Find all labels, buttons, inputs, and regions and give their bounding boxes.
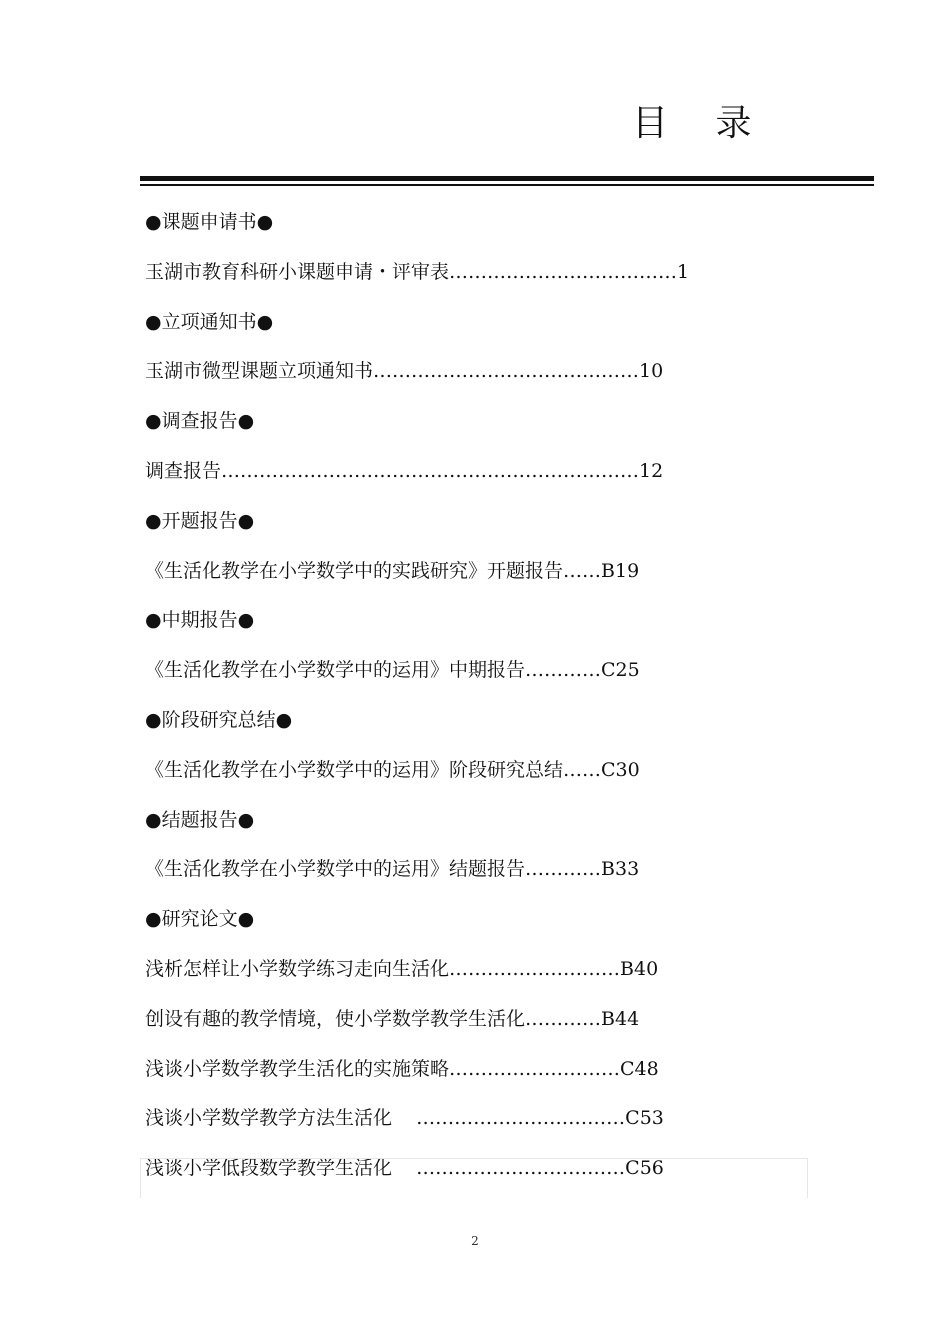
page-title: 目 录	[632, 103, 770, 144]
toc-entry-page: C56	[625, 1157, 664, 1180]
toc-entry[interactable]	[145, 997, 825, 1047]
toc-entry-leader: ………………………	[449, 1057, 621, 1080]
toc-entry-leader: ………………………………	[449, 260, 678, 283]
toc-entry-page: C48	[620, 1057, 659, 1080]
toc-entry-title: 玉湖市教育科研小课题申请・评审表	[145, 260, 450, 283]
toc-entry[interactable]	[145, 250, 825, 300]
section-heading: ●调查报告●	[145, 410, 255, 433]
toc-entry-leader: ……………………………	[416, 1157, 626, 1180]
table-of-contents	[145, 200, 825, 1196]
toc-entry[interactable]	[145, 1096, 825, 1146]
section-heading: ●课题申请书●	[145, 211, 274, 233]
text-box-frame	[140, 1158, 808, 1198]
toc-entry-title: 浅谈小学数学教学方法生活化	[145, 1107, 417, 1130]
toc-entry-page: C30	[601, 758, 640, 781]
toc-entry[interactable]	[145, 648, 825, 698]
toc-entry-title: 《生活化教学在小学数学中的运用》中期报告	[145, 659, 526, 682]
section-heading: ●开题报告●	[145, 509, 255, 532]
toc-entry-leader: ………………………	[449, 957, 621, 980]
toc-entry-page: 1	[677, 260, 690, 283]
page-number: 2	[471, 1234, 479, 1248]
toc-entry-title: 《生活化教学在小学数学中的实践研究》开题报告	[145, 559, 564, 582]
toc-entry[interactable]	[145, 349, 825, 399]
toc-entry-leader: ……………………………	[416, 1107, 626, 1130]
title-rule-thick	[140, 176, 874, 181]
title-double-rule	[140, 176, 874, 188]
toc-entry-page: C53	[625, 1107, 664, 1130]
toc-entry-title: 玉湖市微型课题立项通知书	[145, 360, 374, 383]
toc-entry-title: 《生活化教学在小学数学中的运用》阶段研究总结	[145, 758, 564, 781]
toc-entry[interactable]	[145, 449, 825, 499]
toc-entry[interactable]	[145, 748, 825, 798]
toc-entry-page: B44	[601, 1007, 640, 1030]
toc-entry-page: B40	[620, 957, 659, 980]
toc-entry-leader: …………………………………………………………	[221, 459, 640, 482]
toc-entry-leader: …………	[525, 659, 602, 682]
toc-entry-title: 浅谈小学数学教学生活化的实施策略	[145, 1057, 450, 1080]
toc-entry-page: B33	[601, 858, 640, 881]
toc-entry-leader: ……	[563, 758, 602, 781]
toc-entry-title: 创设有趣的教学情境，使小学数学教学生活化	[145, 1007, 526, 1030]
toc-entry[interactable]	[145, 549, 825, 599]
toc-entry-page: B19	[601, 559, 640, 582]
toc-entry[interactable]	[145, 847, 825, 897]
toc-entry[interactable]	[145, 1047, 825, 1097]
toc-entry-page: 12	[639, 459, 664, 482]
toc-entry-page: 10	[639, 360, 664, 383]
toc-entry-title: 《生活化教学在小学数学中的运用》结题报告	[145, 858, 526, 881]
section-heading: ●立项通知书●	[145, 310, 274, 333]
toc-entry-title: 浅析怎样让小学数学练习走向生活化	[145, 957, 450, 980]
toc-entry-leader: …………	[525, 858, 602, 881]
title-rule-thin	[140, 184, 874, 186]
section-heading: ●中期报告●	[145, 609, 255, 632]
toc-entry-leader: ……	[563, 559, 602, 582]
toc-entry-title: 调查报告	[145, 459, 222, 482]
toc-entry[interactable]	[145, 947, 825, 997]
section-heading: ●阶段研究总结●	[145, 708, 293, 731]
section-heading: ●结题报告●	[145, 808, 255, 831]
toc-entry-leader: …………	[525, 1007, 602, 1030]
toc-entry-leader: ……………………………………	[373, 360, 640, 383]
section-heading: ●研究论文●	[145, 908, 255, 931]
toc-entry-title: 浅谈小学低段数学教学生活化	[145, 1157, 417, 1180]
toc-entry-page: C25	[601, 659, 640, 682]
